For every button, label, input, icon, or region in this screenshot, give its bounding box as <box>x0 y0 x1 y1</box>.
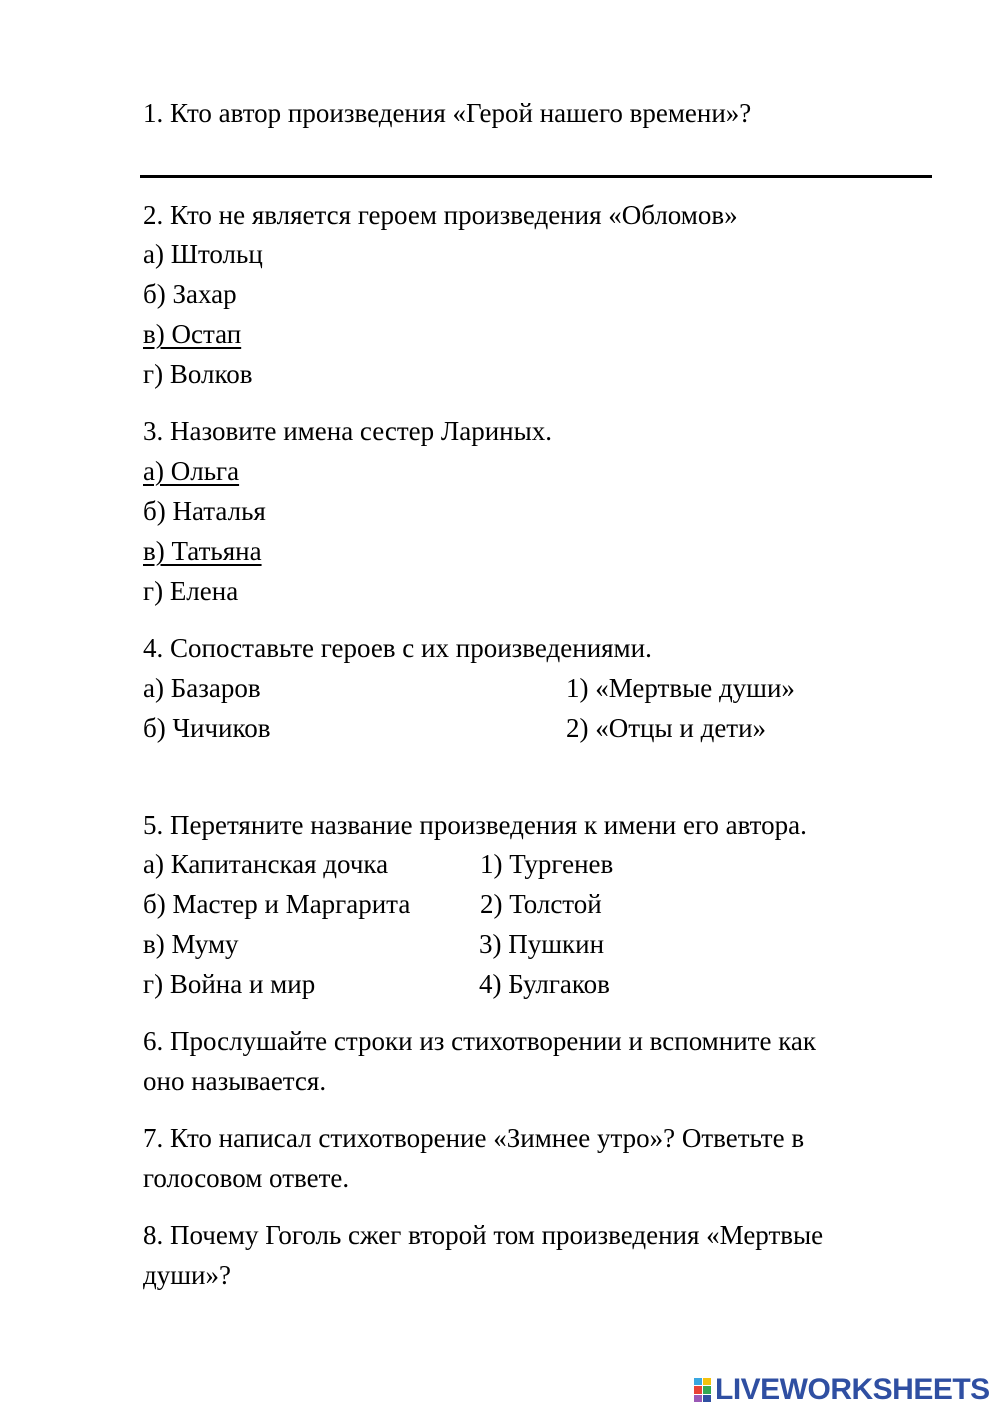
q5-work-b[interactable]: б) Мастер и Маргарита <box>143 889 411 919</box>
liveworksheets-logo <box>694 1373 990 1406</box>
q2-option-d[interactable]: г) Волков <box>143 359 253 389</box>
question-6-line-1: 6. Прослушайте строки из стихотворении и вспомните как <box>143 1026 817 1056</box>
q5-row-2 <box>143 887 943 921</box>
q3-option-a[interactable]: а) Ольга <box>143 456 240 486</box>
answer-blank-line[interactable] <box>140 175 932 178</box>
q5-author-4[interactable]: 4) Булгаков <box>479 969 610 999</box>
q2-option-b[interactable]: б) Захар <box>143 279 237 309</box>
question-7-line-2: голосовом ответе. <box>143 1163 350 1193</box>
q5-author-3[interactable]: 3) Пушкин <box>479 929 605 959</box>
question-3: 3. Назовите имена сестер Лариных. <box>143 416 552 446</box>
q3-option-b[interactable]: б) Наталья <box>143 496 266 526</box>
question-6-line-2: оно называется. <box>143 1066 327 1096</box>
q5-row-1 <box>143 847 943 881</box>
question-7-line-1: 7. Кто написал стихотворение «Зимнее утро»? Ответьте в <box>143 1123 805 1153</box>
q3-option-d[interactable]: г) Елена <box>143 576 239 606</box>
liveworksheets-logo-text: LIVEWORKSHEETS <box>715 1373 990 1406</box>
q5-work-c[interactable]: в) Муму <box>143 929 239 959</box>
q4-work-1[interactable]: 1) «Мертвые души» <box>566 673 795 703</box>
question-5: 5. Перетяните название произведения к имени его автора. <box>143 810 807 840</box>
q4-hero-a[interactable]: а) Базаров <box>143 673 261 703</box>
q4-row-2 <box>143 711 943 745</box>
q4-work-2[interactable]: 2) «Отцы и дети» <box>566 713 767 743</box>
question-4: 4. Сопоставьте героев с их произведениями. <box>143 633 652 663</box>
q5-author-1[interactable]: 1) Тургенев <box>480 849 614 879</box>
q5-work-d[interactable]: г) Война и мир <box>143 969 316 999</box>
liveworksheets-logo-icon <box>694 1378 711 1402</box>
q5-row-4 <box>143 967 943 1001</box>
q5-author-2[interactable]: 2) Толстой <box>480 889 602 919</box>
q3-option-c[interactable]: в) Татьяна <box>143 536 262 566</box>
question-8-line-1: 8. Почему Гоголь сжег второй том произведения «Мертвые <box>143 1220 824 1250</box>
question-8-line-2: души»? <box>143 1260 231 1290</box>
q2-option-a[interactable]: а) Штольц <box>143 239 263 269</box>
q5-work-a[interactable]: а) Капитанская дочка <box>143 849 389 879</box>
question-1: 1. Кто автор произведения «Герой нашего времени»? <box>143 98 752 128</box>
q4-hero-b[interactable]: б) Чичиков <box>143 713 271 743</box>
q2-option-c[interactable]: в) Остап <box>143 319 242 349</box>
question-2: 2. Кто не является героем произведения «Обломов» <box>143 200 738 230</box>
q5-row-3 <box>143 927 943 961</box>
q4-row-1 <box>143 671 943 705</box>
